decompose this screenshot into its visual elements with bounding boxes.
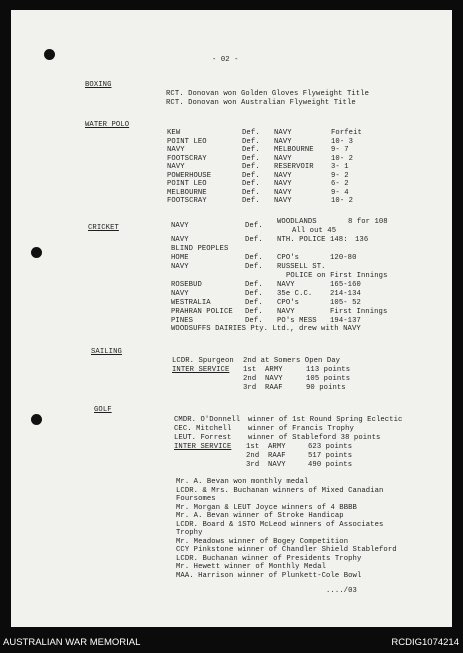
- golf-team: ARMY: [268, 443, 286, 451]
- water-polo-def: Def.: [242, 163, 260, 171]
- water-polo-opponent: RESERVOIR: [274, 163, 314, 171]
- cricket-score: First Innings: [330, 308, 388, 316]
- archive-footer: [0, 633, 463, 653]
- boxing-line: RCT. Donovan won Golden Gloves Flyweight Title: [166, 90, 370, 98]
- golf-position: 3rd: [246, 461, 260, 469]
- golf-award-text: winner of Francis Trophy: [248, 425, 354, 433]
- cricket-opponent: WOODLANDS: [277, 218, 317, 226]
- golf-award-winner: CMDR. O'Donnell: [174, 416, 241, 424]
- sailing-heading: SAILING: [91, 348, 122, 356]
- cricket-opponent: 35e C.C.: [277, 290, 313, 298]
- water-polo-def: Def.: [242, 129, 260, 137]
- cricket-team: WESTRALIA: [171, 299, 211, 307]
- golf-note-line: LCDR. & Mrs. Buchanan winners of Mixed Canadian: [176, 486, 384, 495]
- punch-hole-middle: [31, 247, 42, 258]
- water-polo-def: Def.: [242, 171, 260, 180]
- punch-hole-bottom: [31, 414, 42, 425]
- sailing-points: 90 points: [306, 384, 346, 392]
- cricket-team: NAVY: [171, 236, 189, 244]
- page-number: - 02 -: [212, 56, 239, 64]
- golf-note-line: LCDR. Buchanan winner of Presidents Trophy: [176, 554, 362, 563]
- punch-hole-top: [44, 49, 55, 60]
- water-polo-opponent: NAVY: [274, 137, 292, 146]
- water-polo-team: POWERHOUSE: [167, 171, 212, 180]
- cricket-heading: CRICKET: [88, 224, 119, 232]
- cricket-score: 8 for 108: [348, 218, 388, 226]
- sailing-team: ARMY: [265, 366, 283, 374]
- water-polo-team: MELBOURNE: [167, 188, 207, 197]
- cricket-score: 194-137: [330, 317, 361, 325]
- cricket-team: HOME: [171, 254, 189, 262]
- water-polo-score: 6- 2: [331, 180, 349, 188]
- golf-points: 517 points: [308, 452, 353, 460]
- golf-note-line: Mr. A. Bevan winner of Stroke Handicap: [176, 512, 344, 520]
- water-polo-team: FOOTSCRAY: [167, 154, 207, 163]
- cricket-score: 105- 52: [330, 299, 361, 307]
- cricket-opponent: NAVY: [277, 281, 295, 289]
- water-polo-def: Def.: [242, 188, 260, 197]
- water-polo-team: FOOTSCRAY: [167, 197, 207, 205]
- cricket-def: Def.: [245, 317, 263, 325]
- golf-note-line: Mr. Morgan & LEUT Joyce winners of 4 BBBB: [176, 503, 357, 512]
- cricket-score: 214-134: [330, 290, 361, 298]
- golf-position: 2nd: [246, 452, 260, 460]
- cricket-opponent: PO's MESS: [277, 317, 317, 325]
- cricket-opponent: CPO's: [277, 299, 300, 307]
- sailing-entrant: LCDR. Spurgeon: [172, 357, 234, 365]
- golf-team: RAAF: [268, 452, 286, 460]
- boxing-line: RCT. Donovan won Australian Flyweight Title: [166, 99, 356, 107]
- water-polo-opponent: NAVY: [274, 197, 292, 205]
- sailing-team: NAVY: [265, 375, 283, 383]
- cricket-score: 165-160: [330, 281, 361, 289]
- cricket-team: NAVY: [171, 222, 189, 230]
- cricket-team: PRAHRAN POLICE: [171, 308, 233, 316]
- water-polo-team: NAVY: [167, 163, 185, 171]
- sailing-points: 113 points: [306, 366, 351, 374]
- golf-award-winner: CEC. Mitchell: [174, 425, 232, 433]
- cricket-def: Def.: [245, 299, 263, 307]
- water-polo-opponent: NAVY: [274, 180, 292, 188]
- golf-note-line: CCY Pinkstone winner of Chandler Shield Stableford: [176, 546, 397, 554]
- golf-award-text: winner of Stableford 38 points: [248, 434, 381, 442]
- cricket-def: Def.: [245, 290, 263, 298]
- golf-note-line: LCDR. Board & 1STO McLeod winners of Associates: [176, 520, 384, 529]
- cricket-team: ROSEBUD: [171, 281, 202, 289]
- cricket-def: Def.: [245, 222, 263, 230]
- golf-note-line: Foursomes: [176, 495, 216, 503]
- water-polo-def: Def.: [242, 180, 260, 188]
- golf-team: NAVY: [268, 461, 286, 469]
- golf-note-line: Mr. Meadows winner of Bogey Competition: [176, 537, 349, 546]
- water-polo-opponent: NAVY: [274, 171, 292, 180]
- water-polo-team: POINT LEO: [167, 180, 207, 188]
- cricket-opponent: POLICE on First Innings: [286, 272, 388, 280]
- cricket-opponent: NAVY: [277, 308, 295, 316]
- sailing-points: 105 points: [306, 375, 351, 383]
- water-polo-score: 9- 7: [331, 146, 349, 154]
- cricket-opponent: RUSSELL ST.: [277, 263, 326, 271]
- sailing-inter-service-heading: INTER SERVICE: [172, 366, 230, 374]
- water-polo-def: Def.: [242, 137, 260, 146]
- cricket-def: Def.: [245, 281, 263, 289]
- golf-points: 623 points: [308, 443, 353, 451]
- water-polo-opponent: NAVY: [274, 188, 292, 197]
- golf-points: 490 points: [308, 461, 353, 469]
- sailing-position: 1st: [243, 366, 257, 374]
- boxing-heading: BOXING: [85, 81, 112, 89]
- water-polo-team: NAVY: [167, 146, 185, 154]
- footer-source: AUSTRALIAN WAR MEMORIAL: [3, 637, 141, 648]
- cricket-team: NAVY: [171, 263, 189, 271]
- cricket-score: 136: [355, 236, 369, 244]
- golf-inter-service-heading: INTER SERVICE: [174, 443, 232, 451]
- golf-position: 1st: [246, 443, 260, 451]
- water-polo-score: Forfeit: [331, 129, 362, 137]
- water-polo-score: 9- 4: [331, 188, 349, 197]
- sailing-result: 2nd at Somers Open Day: [243, 357, 341, 365]
- cricket-def: Def.: [245, 236, 263, 244]
- water-polo-opponent: NAVY: [274, 129, 292, 137]
- sailing-position: 2nd: [243, 375, 257, 383]
- cricket-team: BLIND PEOPLES: [171, 245, 229, 253]
- cricket-opponent: NTH. POLICE 148:: [277, 236, 348, 244]
- continuation-marker: ..../03: [326, 587, 357, 595]
- sailing-team: RAAF: [265, 384, 283, 392]
- golf-note-line: Trophy: [176, 529, 203, 537]
- water-polo-score: 10- 2: [331, 197, 354, 205]
- water-polo-team: KEW: [167, 129, 181, 137]
- water-polo-def: Def.: [242, 197, 260, 205]
- water-polo-heading: WATER POLO: [85, 121, 130, 129]
- cricket-note: WOODSUFFS DAIRIES Pty. Ltd., drew with NAVY: [171, 325, 361, 333]
- water-polo-team: POINT LEO: [167, 137, 207, 146]
- cricket-def: Def.: [245, 308, 263, 316]
- water-polo-def: Def.: [242, 154, 260, 163]
- cricket-def: Def.: [245, 263, 263, 271]
- golf-note-line: Mr. Hewett winner of Monthly Medal: [176, 563, 327, 571]
- cricket-score: All out 45: [292, 227, 337, 235]
- golf-note-line: MAA. Harrison winner of Plunkett-Cole Bowl: [176, 571, 362, 580]
- cricket-team: NAVY: [171, 290, 189, 298]
- water-polo-score: 10- 2: [331, 154, 354, 163]
- footer-reference: RCDIG1074214: [391, 637, 459, 648]
- golf-award-winner: LEUT. Forrest: [174, 434, 232, 442]
- golf-note-line: Mr. A. Bevan won monthly medal: [176, 478, 309, 486]
- sailing-position: 3rd: [243, 384, 257, 392]
- golf-award-text: winner of 1st Round Spring Eclectic: [248, 416, 403, 424]
- water-polo-opponent: NAVY: [274, 154, 292, 163]
- cricket-def: Def.: [245, 254, 263, 262]
- golf-heading: GOLF: [94, 406, 112, 414]
- water-polo-def: Def.: [242, 146, 260, 154]
- water-polo-opponent: MELBOURNE: [274, 146, 314, 154]
- cricket-opponent: CPO's: [277, 254, 300, 262]
- cricket-score: 120-80: [330, 254, 357, 262]
- cricket-team: PINES: [171, 317, 194, 325]
- water-polo-score: 3- 1: [331, 163, 349, 171]
- water-polo-score: 9- 2: [331, 171, 349, 180]
- water-polo-score: 10- 3: [331, 137, 354, 146]
